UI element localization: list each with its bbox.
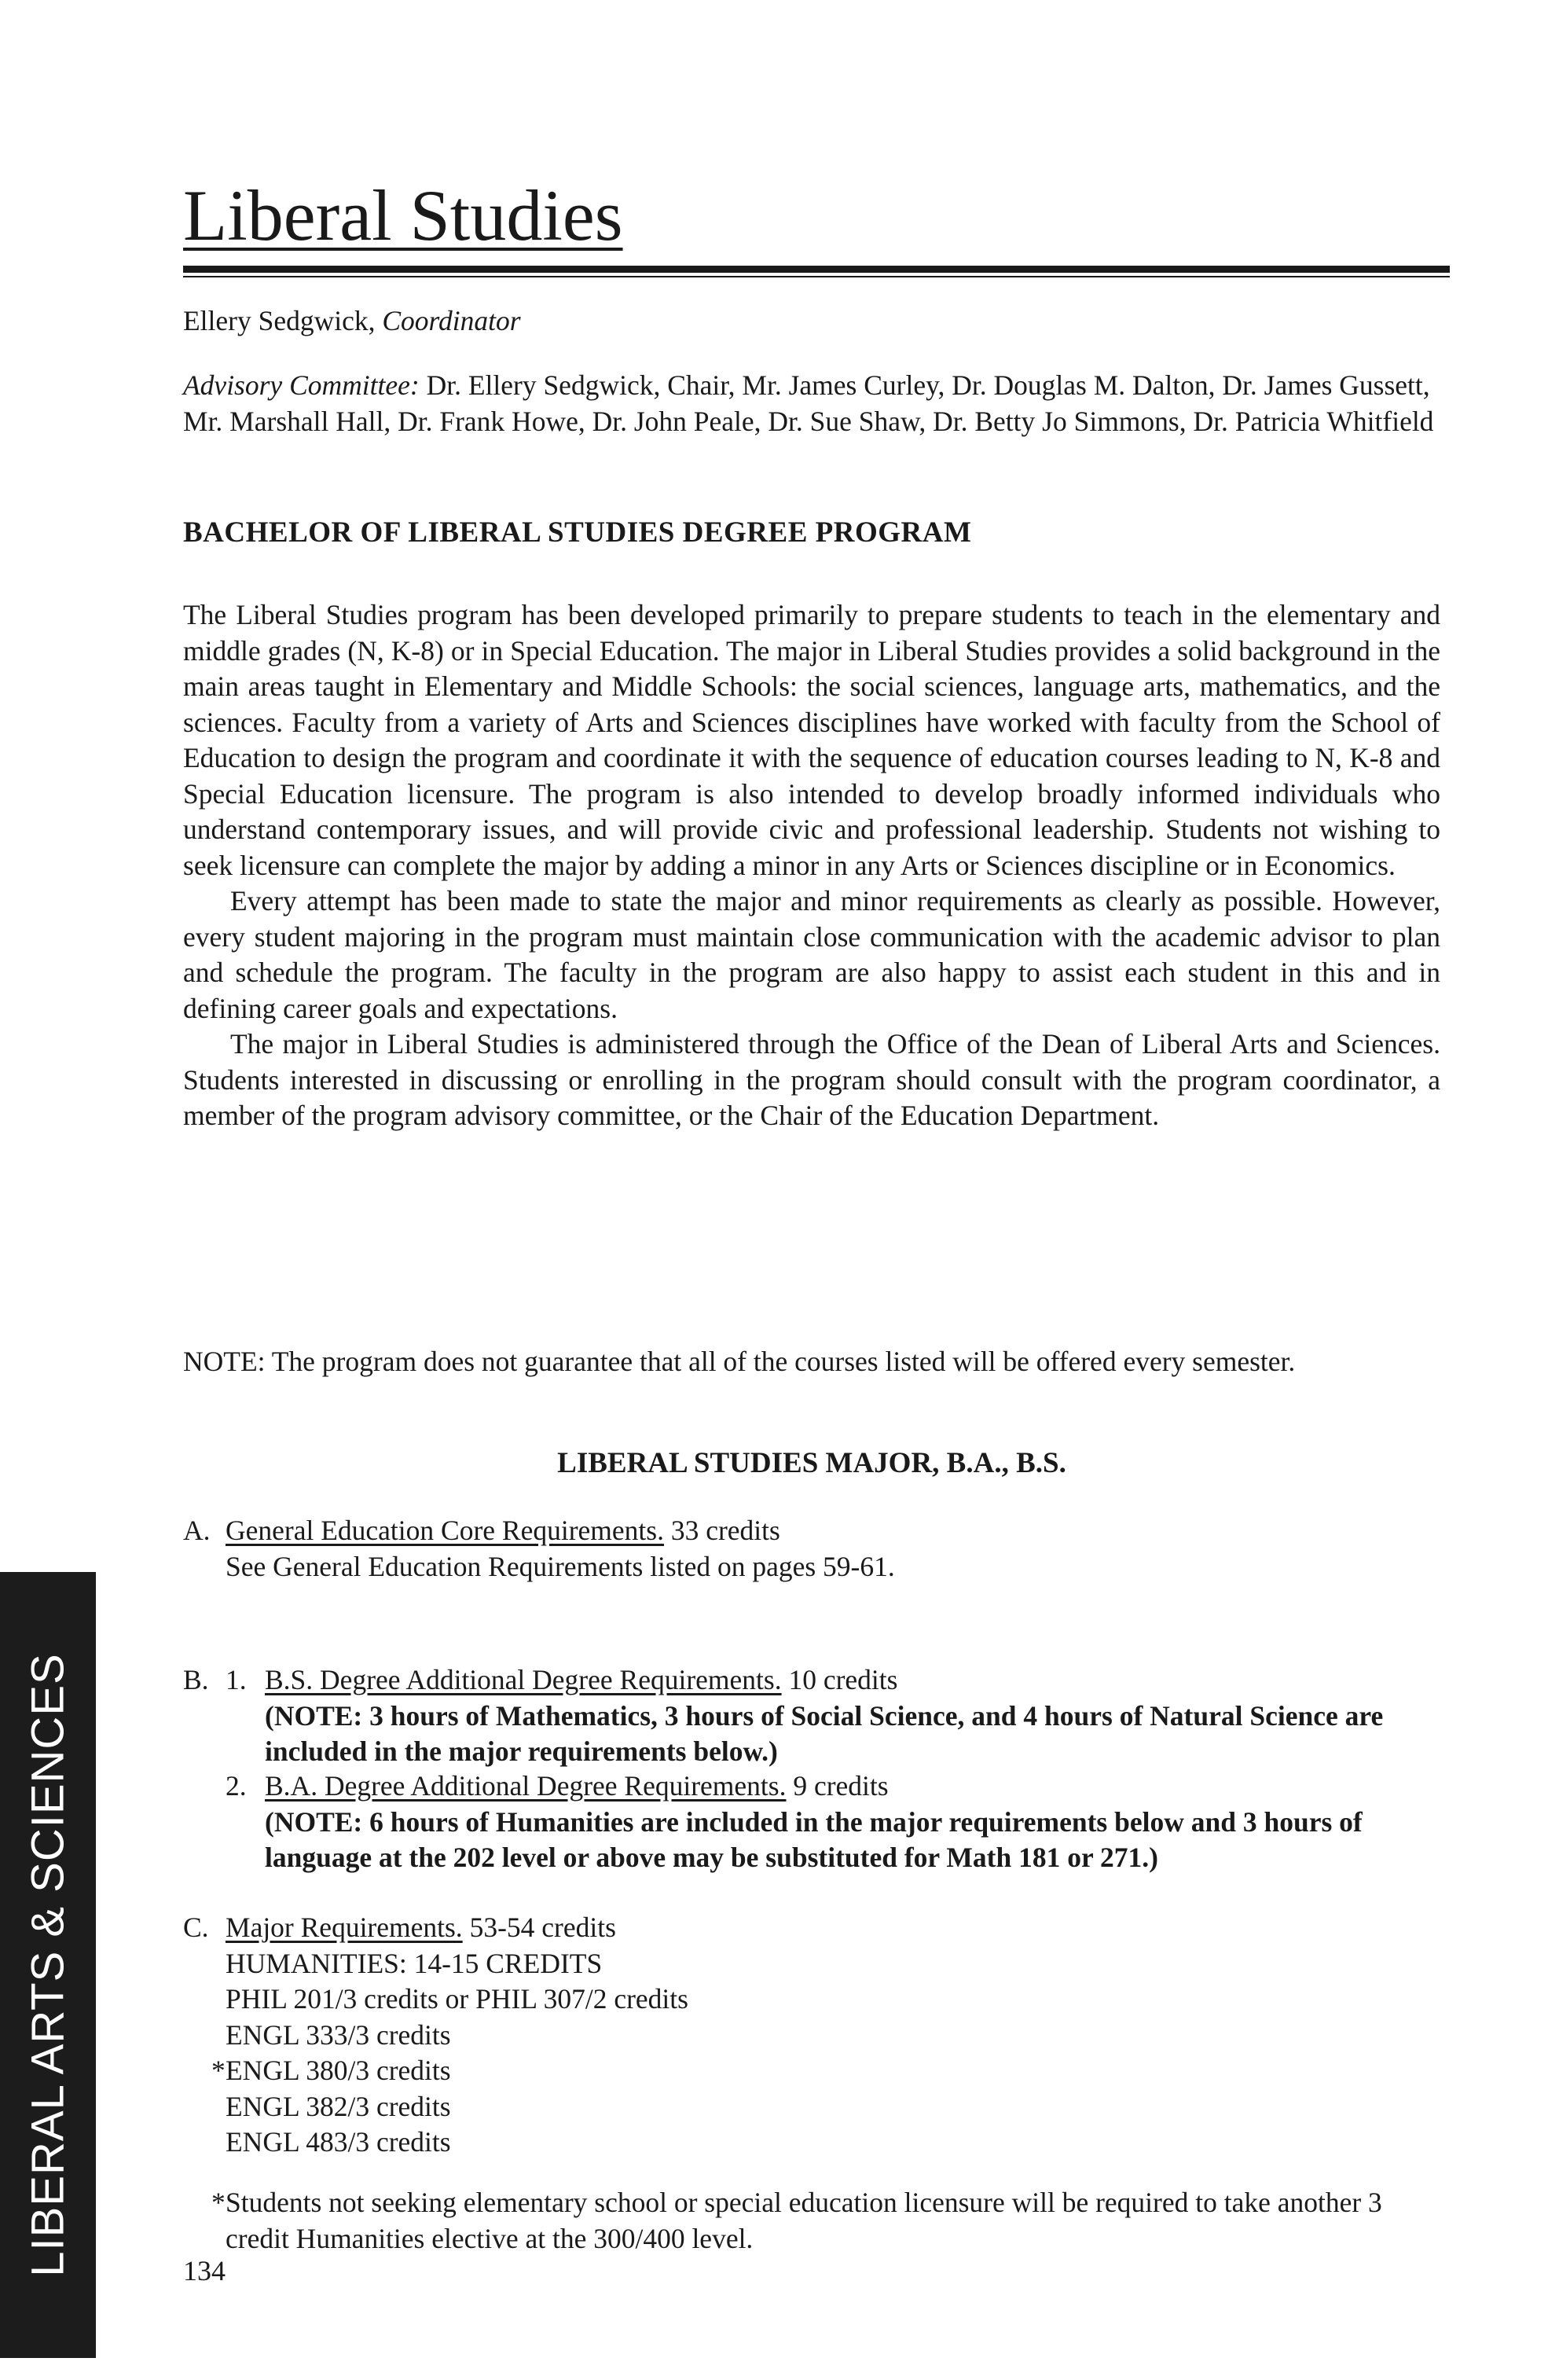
intro-paragraph: Every attempt has been made to state the major and minor requirements as clearly as possible. However, every student majoring in the program must maintain close communication with the academic advisor to plan and schedule the program. The faculty in the program are also happy to assist each student in this and in defining career goals and expectations. [183, 885, 1440, 1024]
footnote-text: Students not seeking elementary school or special education licensure will be required to take another 3 credit Humanities elective at the 300/400 level. [226, 2187, 1382, 2254]
intro-text [183, 597, 1440, 1134]
requirement-label: A. [183, 1515, 211, 1546]
title-rule-thin [183, 276, 1450, 277]
requirement-label: B. [183, 1664, 209, 1695]
intro-paragraph: The Liberal Studies program has been developed primarily to prepare students to teach in the elementary and middle grades (N, K-8) or in Special Education. The major in Liberal Studies provides a solid background in the main areas taught in Elementary and Middle Schools: the social sciences, language arts, mathematics, and the sciences. Faculty from a variety of Arts and Sciences disciplines have worked with faculty from the School of Education to design the program and coordinate it with the sequence of education courses leading to N, K-8 and Special Education licensure. The program is also intended to develop broadly informed individuals who understand contemporary issues, and will provide civic and professional leadership. Students not wishing to seek licensure can complete the major by adding a minor in any Arts or Sciences discipline or in Economics. [183, 599, 1440, 881]
footnote-marker: * [211, 2187, 226, 2218]
requirement-note: (NOTE: 3 hours of Mathematics, 3 hours of Social Science, and 4 hours of Natural Science are included in the major requirements below.) [265, 1699, 1384, 1767]
requirement-credits: 9 credits [793, 1770, 889, 1802]
requirement-note: (NOTE: 6 hours of Humanities are included in the major requirements below and 3 hours of language at the 202 level or above may be substituted for Math 181 or 271.) [265, 1805, 1363, 1873]
requirement-title: B.A. Degree Additional Degree Requirements. [265, 1770, 787, 1802]
requirement-title: B.S. Degree Additional Degree Requirements. [265, 1664, 782, 1695]
requirement-number: 2. [226, 1770, 247, 1802]
requirement-a [183, 1513, 1440, 1585]
coordinator-role: Coordinator [382, 305, 521, 336]
coordinator-line [183, 303, 1440, 340]
coordinator-name: Ellery Sedgwick, [183, 305, 376, 336]
advisory-label: Advisory Committee: [183, 369, 420, 401]
major-heading: LIBERAL STUDIES MAJOR, B.A., B.S. [557, 1447, 1066, 1479]
course-item: ENGL 333/3 credits [226, 2018, 451, 2051]
humanities-heading: HUMANITIES: 14-15 CREDITS [226, 1947, 603, 1979]
requirement-title: Major Requirements. [226, 1912, 463, 1943]
section-heading: BACHELOR OF LIBERAL STUDIES DEGREE PROGRAM [183, 516, 972, 549]
side-tab-label: LIBERAL ARTS & SCIENCES [22, 1653, 74, 2277]
requirement-credits: 33 credits [670, 1515, 780, 1546]
advisory-committee [183, 368, 1440, 439]
requirement-title: General Education Core Requirements. [226, 1515, 664, 1546]
advisory-members: Dr. Ellery Sedgwick, Chair, Mr. James Curley, Dr. Douglas M. Dalton, Dr. James Gussett, Mr. Marshall Hall, Dr. Frank Howe, Dr. John Peale, Dr. Sue Shaw, Dr. Betty Jo Simmons, Dr. Patricia Whitfield [183, 369, 1434, 437]
program-note: NOTE: The program does not guarantee that all of the courses listed will be offered every semester. [183, 1346, 1296, 1377]
page-number: 134 [183, 2255, 226, 2286]
page-title: Liberal Studies [183, 175, 623, 255]
requirement-label: C. [183, 1912, 209, 1943]
requirement-credits: 10 credits [788, 1664, 898, 1695]
requirement-detail: See General Education Requirements listed on pages 59-61. [226, 1550, 895, 1582]
course-item: ENGL 382/3 credits [226, 2090, 451, 2122]
intro-paragraph: The major in Liberal Studies is administered through the Office of the Dean of Liberal Arts and Sciences. Students interested in discussing or enrolling in the program should consult with the program coordinator, a member of the program advisory committee, or the Chair of the Education Department. [183, 1028, 1440, 1131]
course-item: *ENGL 380/3 credits [211, 2055, 451, 2086]
requirement-b2 [183, 1768, 1440, 1876]
requirement-b1 [183, 1662, 1440, 1770]
humanities-footnote [183, 2185, 1440, 2257]
course-item: PHIL 201/3 credits or PHIL 307/2 credits [226, 1983, 688, 2015]
requirement-c [183, 1910, 1440, 2161]
title-rule-thick [183, 266, 1450, 273]
requirement-credits: 53-54 credits [469, 1912, 616, 1943]
course-item: ENGL 483/3 credits [226, 2126, 451, 2158]
requirement-number: 1. [226, 1664, 247, 1695]
